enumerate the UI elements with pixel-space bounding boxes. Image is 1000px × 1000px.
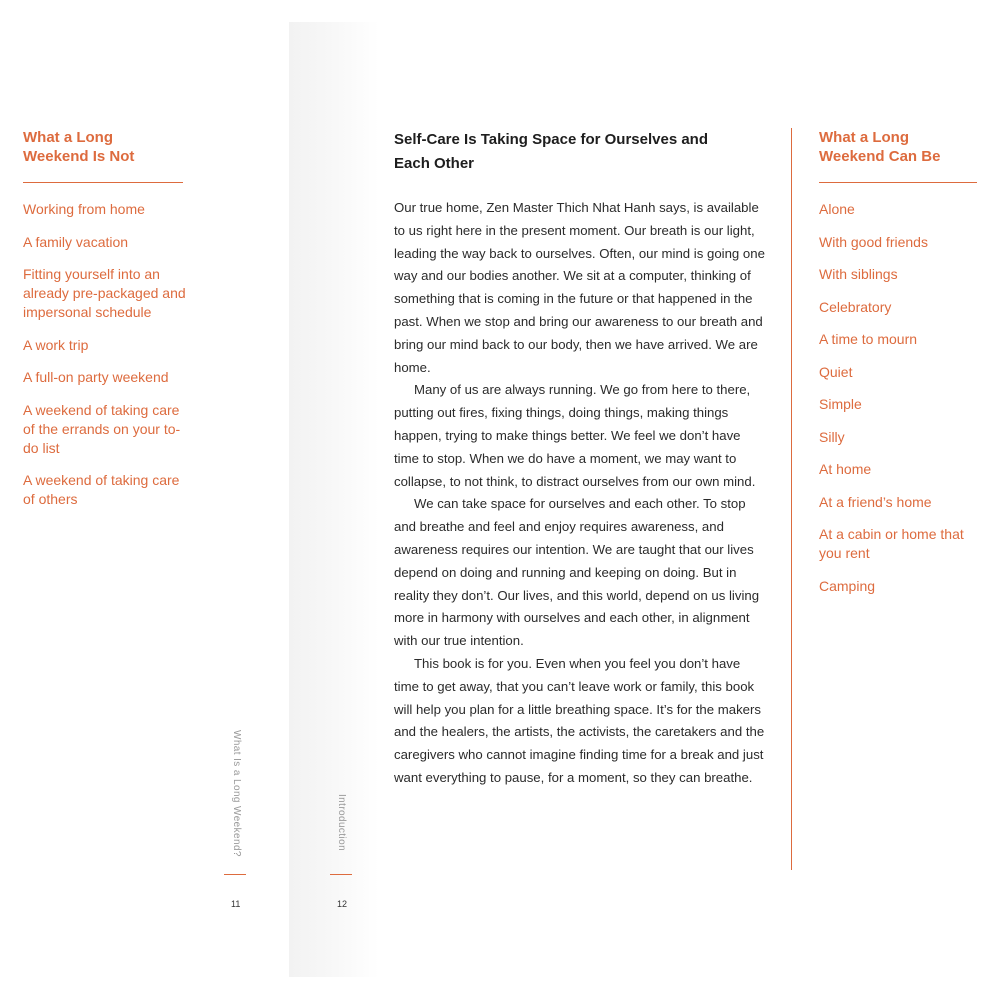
- list-item: A family vacation: [23, 233, 129, 250]
- list-item: Camping: [819, 577, 876, 594]
- long-weekend-is-not-list: [23, 200, 188, 523]
- list-item: A full-on party weekend: [23, 369, 169, 385]
- right-column-rule: [819, 182, 977, 183]
- left-column-heading: What a Long Weekend Is Not: [23, 129, 135, 165]
- left-running-head: What Is a Long Weekend?: [231, 730, 242, 857]
- list-item: At home: [819, 461, 872, 477]
- section-title: Self-Care Is Taking Space for Ourselves and Each Other: [394, 131, 709, 172]
- list-item: With siblings: [819, 266, 898, 282]
- list-item: Quiet: [819, 363, 853, 380]
- right-column-heading: What a Long Weekend Can Be: [819, 129, 941, 165]
- list-item: At a friend’s home: [819, 493, 932, 510]
- list-item: With good friends: [819, 233, 928, 250]
- list-item: A weekend of taking care of others: [23, 472, 180, 507]
- left-footer-tick: [224, 874, 246, 875]
- body-paragraph: Many of us are always running. We go from here to there, putting out fires, fixing things, doing things, making things happen, trying to make things better. We feel we don’t have time to stop. When we do have a moment, we may want to collapse, to not think, to distract ourselves from our own mind.: [394, 382, 756, 489]
- sidebar-divider: [791, 128, 792, 870]
- list-item: Alone: [819, 201, 855, 217]
- right-footer-tick: [330, 874, 352, 875]
- list-item: A work trip: [23, 336, 89, 353]
- body-text: [394, 197, 766, 790]
- list-item: A weekend of taking care of the errands on your to-do list: [23, 401, 181, 456]
- body-paragraph: Our true home, Zen Master Thich Nhat Hanh says, is available to us right here in the present moment. Our breath is our light, leading the way back to ourselves. Often, our mind is going one way and our bodies another. We sit at a computer, thinking of something that is coming in the future or that happened in the past. When we stop and bring our awareness to our breath and bring our mind back to our body, then we have arrived. We are home.: [394, 200, 765, 375]
- right-running-head: Introduction: [336, 794, 347, 852]
- left-page-number: 11: [231, 899, 241, 909]
- list-item: Celebratory: [819, 298, 892, 315]
- list-item: Fitting yourself into an already pre-packaged and impersonal schedule: [23, 266, 186, 320]
- list-item: A time to mourn: [819, 331, 918, 347]
- body-paragraph: We can take space for ourselves and each other. To stop and breathe and feel and enjoy requires awareness, and awareness requires our intention. We are taught that our lives depend on doing and running and keeping on doing. But in reality they don’t. Our lives, and this world, depend on us living more in harmony with ourselves and each other, in alignment with our true intention.: [394, 496, 760, 649]
- list-item: Simple: [819, 396, 862, 412]
- list-item: At a cabin or home that you rent: [819, 526, 964, 561]
- long-weekend-can-be-list: [819, 200, 979, 609]
- right-page-number: 12: [337, 899, 348, 909]
- list-item: Working from home: [23, 201, 145, 217]
- list-item: Silly: [819, 428, 845, 445]
- body-paragraph: This book is for you. Even when you feel you don’t have time to get away, that you can’t leave work or family, this book will help you plan for a little breathing space. It’s for the makers and the healers, the artists, the activists, the caretakers and the caregivers who cannot imagine finding time for a break and just want everything to pause, for a moment, so they can breathe.: [394, 655, 765, 785]
- left-column-rule: [23, 182, 183, 183]
